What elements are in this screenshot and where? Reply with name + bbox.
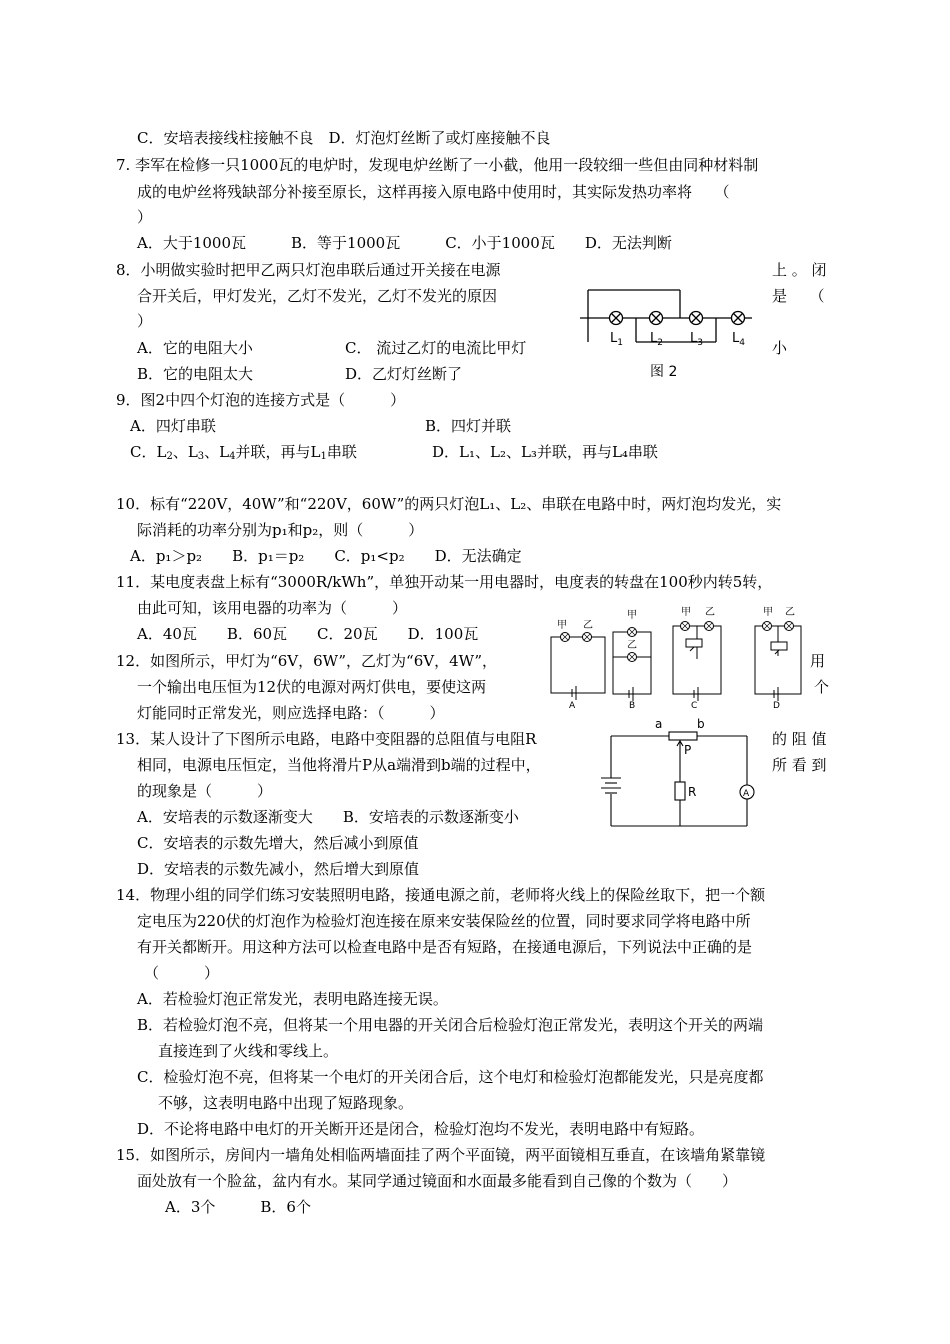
q14-line3: 有开关都断开。用这种方法可以检查电路中是否有短路，在接通电源后，下列说法中正确的是	[137, 938, 753, 956]
fig13-label-a: a	[655, 717, 663, 731]
fig13-label-ammeter: A	[743, 789, 750, 799]
q12-line1-right: 用	[810, 652, 826, 670]
q8-line1: 8．小明做实验时把甲乙两只灯泡串联后通过开关接在电源	[116, 261, 501, 279]
q8-line2-right: 是 （	[772, 287, 825, 305]
q8-option-d: D．乙灯灯丝断了	[345, 365, 463, 383]
q10-line1: 10．标有“220V，40W”和“220V，60W”的两只灯泡L₁、L₂、串联在电路中时，两灯泡均发光，实	[116, 495, 782, 513]
fig2-caption: 图 2	[650, 364, 678, 380]
q14-line1: 14．物理小组的同学们练习安装照明电路，接通电源之前，老师将火线上的保险丝取下，把一个额	[116, 886, 766, 904]
q13-line1-right: 的 阻 值	[772, 730, 827, 748]
fig13-label-r: R	[688, 785, 697, 799]
q13-options-ab: A．安培表的示数逐渐变大 B．安培表的示数逐渐变小	[137, 808, 519, 826]
q13-line2-right: 所 看 到	[772, 756, 827, 774]
q14-option-c1: C．检验灯泡不亮，但将某一个电灯的开关闭合后，这个电灯和检验灯泡都能发光，只是亮度都	[137, 1068, 764, 1086]
q8-option-c: C． 流过乙灯的电流比甲灯	[345, 339, 527, 357]
q8-line1-right: 上 。 闭	[772, 261, 827, 279]
svg-text:L3	[690, 331, 703, 348]
fig2-lamp-label-2: L	[650, 331, 658, 346]
q10-line2: 际消耗的功率分别为p₁和p₂，则（ ）	[137, 521, 424, 539]
q14-option-d: D．不论将电路中电灯的开关断开还是闭合，检验灯泡均不发光，表明电路中有短路。	[137, 1120, 705, 1138]
figure-12	[545, 604, 807, 710]
q12-line1: 12．如图所示，甲灯为“6V，6W”，乙灯为“6V，4W”，	[116, 652, 497, 670]
q8-option-b: B．它的电阻太大	[137, 365, 254, 383]
q11-options: A．40瓦 B．60瓦 C．20瓦 D．100瓦	[137, 625, 479, 643]
q8-line2: 合开关后，甲灯发光，乙灯不发光，乙灯不发光的原因	[137, 287, 498, 305]
q14-option-a: A．若检验灯泡正常发光，表明电路连接无误。	[137, 990, 448, 1008]
fig12-lamp-jia-b: 甲	[627, 610, 637, 621]
q7-options: A．大于1000瓦 B．等于1000瓦 C．小于1000瓦 D．无法判断	[137, 234, 672, 252]
fig13-label-p: P	[684, 743, 692, 757]
figure-13	[595, 712, 757, 830]
fig12-lamp-jia-c: 甲	[681, 607, 691, 618]
fig2-lamp-sub-4: 4	[739, 338, 745, 348]
q9-option-b: B．四灯并联	[425, 417, 512, 435]
q7-line3: ）	[137, 208, 153, 226]
fig12-lamp-yi-b: 乙	[627, 640, 637, 651]
q13-line1: 13．某人设计了下图所示电路，电路中变阻器的总阻值与电阻R	[116, 730, 537, 748]
q13-line2: 相同，电源电压恒定，当他将滑片P从a端滑到b端的过程中，	[137, 756, 541, 774]
svg-text:L1	[610, 331, 623, 348]
q14-option-c2: 不够，这表明电路中出现了短路现象。	[158, 1094, 414, 1112]
fig2-lamp-label-3: L	[690, 331, 698, 346]
q15-line1: 15．如图所示，房间内一墙角处相临两墙面挂了两个平面镜，两平面镜相互垂直，在该墙角紧靠镜	[116, 1146, 766, 1164]
fig12-option-d: D	[773, 701, 780, 710]
fig12-lamp-yi-d: 乙	[785, 607, 795, 618]
q8-option-c-right: 小	[772, 339, 788, 357]
fig12-option-c: C	[691, 701, 698, 710]
q15-options: A．3个 B．6个	[165, 1198, 311, 1216]
q12-line2-right: 个	[814, 678, 830, 696]
q14-option-b1: B．若检验灯泡不亮，但将某一个用电器的开关闭合后检验灯泡正常发光，表明这个开关的两端	[137, 1016, 764, 1034]
svg-text:L2	[650, 331, 663, 348]
q8-line3: ）	[137, 312, 153, 330]
q13-option-d: D．安培表的示数先减小，然后增大到原值	[137, 860, 420, 878]
q9-option-a: A．四灯串联	[130, 417, 216, 435]
q13-line3: 的现象是（ ）	[137, 782, 273, 800]
fig2-lamp-label-1: L	[610, 331, 618, 346]
fig13-label-b: b	[697, 717, 705, 731]
fig12-lamp-jia-a: 甲	[557, 620, 567, 631]
q7-line1: 7. 李军在检修一只1000瓦的电炉时，发现电炉丝断了一小截，他用一段较细一些但由同种材料制	[116, 156, 759, 174]
q14-option-b2: 直接连到了火线和零线上。	[158, 1042, 339, 1060]
fig2-lamp-label-4: L	[732, 331, 740, 346]
q7-line2: 成的电炉丝将残缺部分补接至原长，这样再接入原电路中使用时，其实际发热功率将 （	[137, 183, 730, 201]
q13-option-c: C．安培表的示数先增大，然后减小到原值	[137, 834, 419, 852]
q8-option-a: A．它的电阻大小	[137, 339, 253, 357]
q14-line4: （ ）	[144, 964, 220, 982]
q12-line3: 灯能同时正常发光，则应选择电路：（ ）	[137, 704, 445, 722]
q9-option-c: C．$L_2$、$L_3$、$L_4$并联，再与$L_1$串联	[130, 443, 357, 462]
q12-line2: 一个输出电压恒为12伏的电源对两灯供电，要使这两	[137, 678, 487, 696]
q9-line: 9．图2中四个灯泡的连接方式是（ ）	[116, 391, 406, 409]
fig12-lamp-yi-a: 乙	[583, 620, 593, 631]
fig2-lamp-sub-3: 3	[697, 338, 703, 348]
q11-line2: 由此可知，该用电器的功率为（ ）	[137, 599, 408, 617]
line-6c: C．安培表接线柱接触不良 D．灯泡灯丝断了或灯座接触不良	[137, 129, 551, 147]
fig12-lamp-yi-c: 乙	[705, 607, 715, 618]
q14-line2: 定电压为220伏的灯泡作为检验灯泡连接在原来安装保险丝的位置，同时要求同学将电路中所	[137, 912, 751, 930]
q11-line1: 11．某电度表盘上标有“3000R/kWh”，单独开动某一用电器时，电度表的转盘在100秒内转5转，	[116, 573, 773, 591]
fig12-option-b: B	[629, 701, 636, 710]
q10-options: A．p₁＞p₂ B．p₁＝p₂ C．p₁<p₂ D．无法确定	[130, 547, 522, 565]
svg-text:L4	[732, 331, 745, 348]
fig12-lamp-jia-d: 甲	[763, 607, 773, 618]
figure-2	[580, 284, 770, 384]
fig2-lamp-sub-1: 1	[617, 338, 623, 348]
fig2-lamp-sub-2: 2	[657, 338, 663, 348]
q9-option-d: D．L₁、L₂、L₃并联，再与L₄串联	[432, 443, 658, 461]
fig12-option-a: A	[569, 701, 576, 710]
q15-line2: 面处放有一个脸盆，盆内有水。某同学通过镜面和水面最多能看到自己像的个数为（ ）	[137, 1172, 738, 1190]
